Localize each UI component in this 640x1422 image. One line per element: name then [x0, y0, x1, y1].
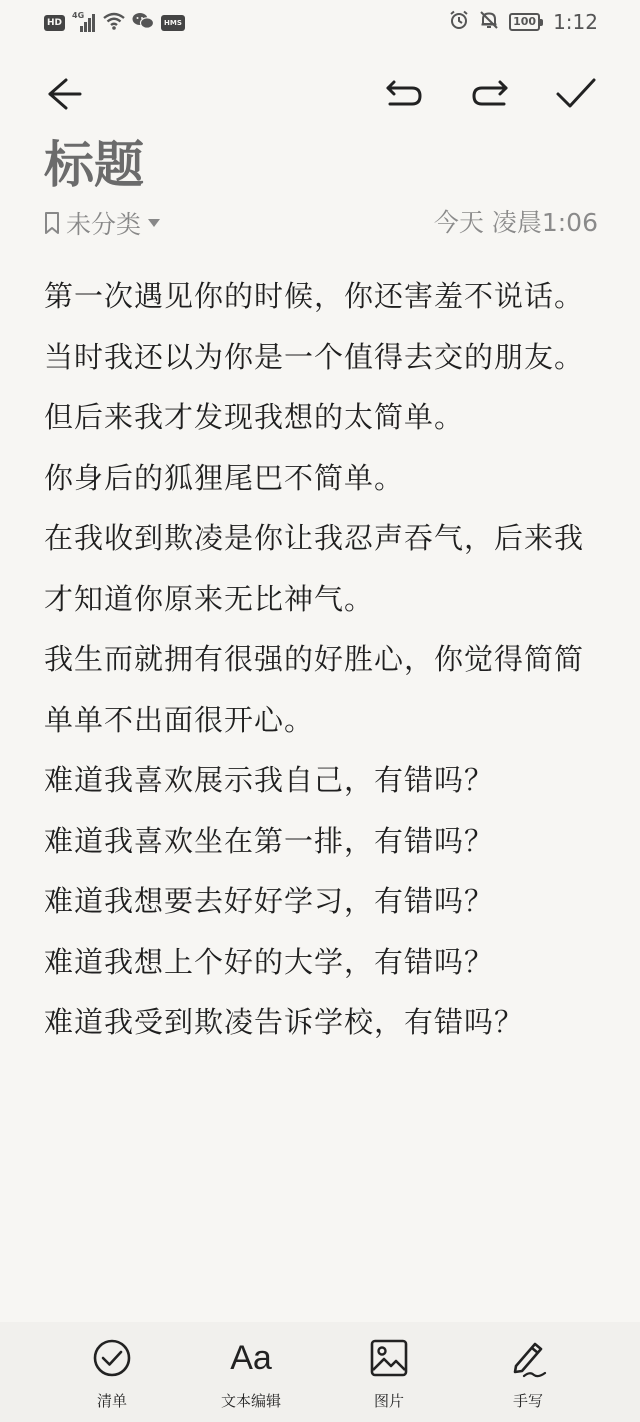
image-button[interactable] [334, 1336, 444, 1418]
note-paragraph: 我生而就拥有很强的好胜心，你觉得简简单单不出面很开心。 [44, 642, 585, 737]
category-dropdown[interactable] [44, 204, 161, 242]
alarm-icon [449, 10, 469, 34]
note-meta [44, 204, 598, 242]
redo-button[interactable] [466, 70, 514, 118]
note-body[interactable] [44, 266, 584, 1053]
wechat-icon [132, 12, 154, 34]
checkmark-icon [554, 76, 598, 112]
image-label: 图片 [373, 1392, 404, 1410]
text-format-glyph: Aa [230, 1339, 272, 1377]
note-paragraph: 难道我喜欢坐在第一排，有错吗？ [44, 823, 495, 858]
checklist-label: 清单 [96, 1392, 127, 1410]
handwriting-button[interactable] [473, 1336, 583, 1418]
battery-level: 100 [509, 13, 540, 31]
category-label: 未分类 [66, 210, 142, 239]
checklist-icon [90, 1336, 134, 1380]
status-right [449, 10, 598, 34]
note-title[interactable]: 标题 [44, 136, 144, 194]
note-paragraph: 难道我想要去好好学习，有错吗？ [44, 884, 495, 918]
status-left [44, 12, 185, 34]
caret-down-icon [147, 218, 161, 228]
wifi-icon [103, 12, 125, 34]
bottom-toolbar [0, 1322, 640, 1422]
handwriting-label: 手写 [512, 1392, 543, 1410]
battery-icon [509, 13, 543, 31]
note-paragraph: 难道我想上个好的大学，有错吗？ [44, 944, 495, 979]
note-timestamp: 今天 凌晨1:06 [433, 208, 598, 237]
back-arrow-icon [44, 74, 84, 114]
note-toolbar [0, 66, 640, 122]
note-paragraph: 但后来我才发现我想的太简单。 [44, 400, 465, 434]
note-paragraph: 在我收到欺凌是你让我忍声吞气，后来我才知道你原来无比神气。 [44, 521, 585, 616]
redo-icon [470, 78, 510, 110]
note-paragraph: 难道我喜欢展示我自己，有错吗？ [44, 763, 495, 797]
undo-button[interactable] [380, 70, 428, 118]
note-paragraph: 当时我还以为你是一个值得去交的朋友。 [44, 339, 585, 374]
bell-off-icon [479, 10, 499, 34]
image-icon [367, 1336, 411, 1380]
text-edit-label: 文本编辑 [220, 1392, 281, 1410]
text-format-icon [229, 1336, 273, 1380]
note-paragraph: 第一次遇见你的时候，你还害羞不说话。 [44, 279, 585, 313]
network-label: 4G [72, 11, 85, 20]
back-button[interactable] [40, 70, 88, 118]
pen-icon [506, 1336, 550, 1380]
signal-icon [72, 11, 96, 32]
bookmark-icon [44, 211, 60, 235]
save-button[interactable] [552, 70, 600, 118]
note-paragraph: 你身后的狐狸尾巴不简单。 [44, 460, 405, 495]
status-clock: 1:12 [553, 10, 598, 34]
undo-icon [384, 78, 424, 110]
hms-badge: HMS [161, 15, 185, 31]
note-paragraph: 难道我受到欺凌告诉学校，有错吗？ [44, 1005, 525, 1039]
text-edit-button[interactable] [196, 1336, 306, 1418]
hd-badge: HD [44, 15, 65, 31]
status-bar [0, 0, 640, 46]
checklist-button[interactable] [57, 1336, 167, 1418]
